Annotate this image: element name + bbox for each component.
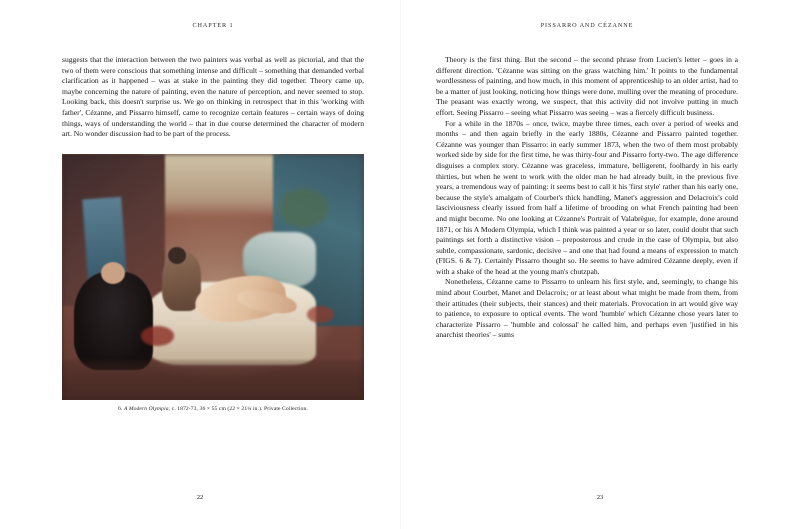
paragraph: For a while in the 1870s – once, twice, maybe three times, each over a period of weeks and months – and then again briefly in the early 1880s, Cézanne and Pissarro painted together. Cézanne was younger than Pissarro: in early summer 1873, when the two of them most probably worked side by side for the first time, he was thirty-four and Pissarro forty-two. The age difference disguises a complex story. Cézanne was graceless, immature, belligerent, foolhardy in his early thirties, but when he went to work with the older man he had already built, in the previous five years, a tremendous way of painting: it seems best to call it his 'first style' rather than his early one, because the style's amalgam of Courbet's thick handling, Manet's aggression and Delacroix's cold lasciviousness clearly issued from half a lifetime of brooding on what French painting had been and might become. No one looking at Cézanne's Portrait of Valabrègue, for example, done around 1871, or his A Modern Olympia, which I think was painted a year or so later, could doubt that such paintings set forth a distinctive vision – preposterous and crude in the case of Olympia, but also subtle, compassionate, sardonic, decisive – and one that had found a means of expression to match (FIGS. 6 & 7). Certainly Pissarro thought so. He seems to have admired Cézanne deeply, even if with a shake of the head at the young man's chutzpah. [436,118,738,276]
folio-left: 22 [196,494,204,501]
painting-seated-man [74,272,153,370]
gutter [400,0,401,529]
running-head-right: PISSARRO AND CÉZANNE [540,22,634,29]
figure-6-caption [62,406,364,412]
right-page-body [436,55,738,341]
left-page-body [62,55,364,140]
painting-red-accent-left [141,326,174,346]
paragraph: Theory is the first thing. But the second – the second phrase from Lucien's letter – goes in a different direction. 'Cézanne was sitting on the grass watching him.' It points to the fundamental wordlessness of painting, and how much, in this moment of apprenticeship to an older artist, had to be a matter of just looking, noticing how things were done, mulling over the meaning of procedure. The peasant was exactly wrong, we suspect, that this activity did not involve putting in much effort. Seeing Pissarro – seeing what Pissarro was seeing – was a fiercely difficult business. [436,55,738,117]
figure-details: c. 1872-73, 36 × 55 cm (22 × 21¼ in.). Private Collection. [171,405,308,412]
right-page [400,0,800,529]
painting-foreground-floor [62,360,364,399]
folio-right: 23 [596,494,604,501]
figure-6 [62,154,364,412]
figure-number: 6. [118,405,123,412]
figure-6-image [62,154,364,400]
figure-title: A Modern Olympia, [123,405,171,412]
paragraph: suggests that the interaction between the two painters was verbal as well as pictorial, and that the two of them were conscious that something intense and difficult – something that demanded verbal clarification as it happened – was at stake in the painting they did together. Theory came up, maybe concerning the nature of painting, even the nature of perception, and never seemed to stop. Looking back, this doesn't surprise us. We go on thinking in retrospect that in this 'working with father', Cézanne, and Pissarro himself, came to recognize certain features – certain ways of doing things, ways of understanding the world – that in due course determined the character of modern art. No wonder discussion had to be part of the process. [62,55,364,139]
painting-canvas [62,154,364,400]
painting-green-accent [279,188,327,227]
paragraph: Nonetheless, Cézanne came to Pissarro to unlearn his first style, and, seemingly, to change his mind about Courbet, Manet and Delacroix; or at least about what might be made from them, from their attitudes (their subjects, their stances) and their materials. Provocation in art would give way to patience, to exposure to optical events. The word 'humble' which Cézanne chose years later to characterize Pissarro – 'humble and colossal' he called him, and perhaps even 'justified in his anarchist theories' – sums [436,277,738,340]
running-head-left: CHAPTER 1 [192,22,234,29]
